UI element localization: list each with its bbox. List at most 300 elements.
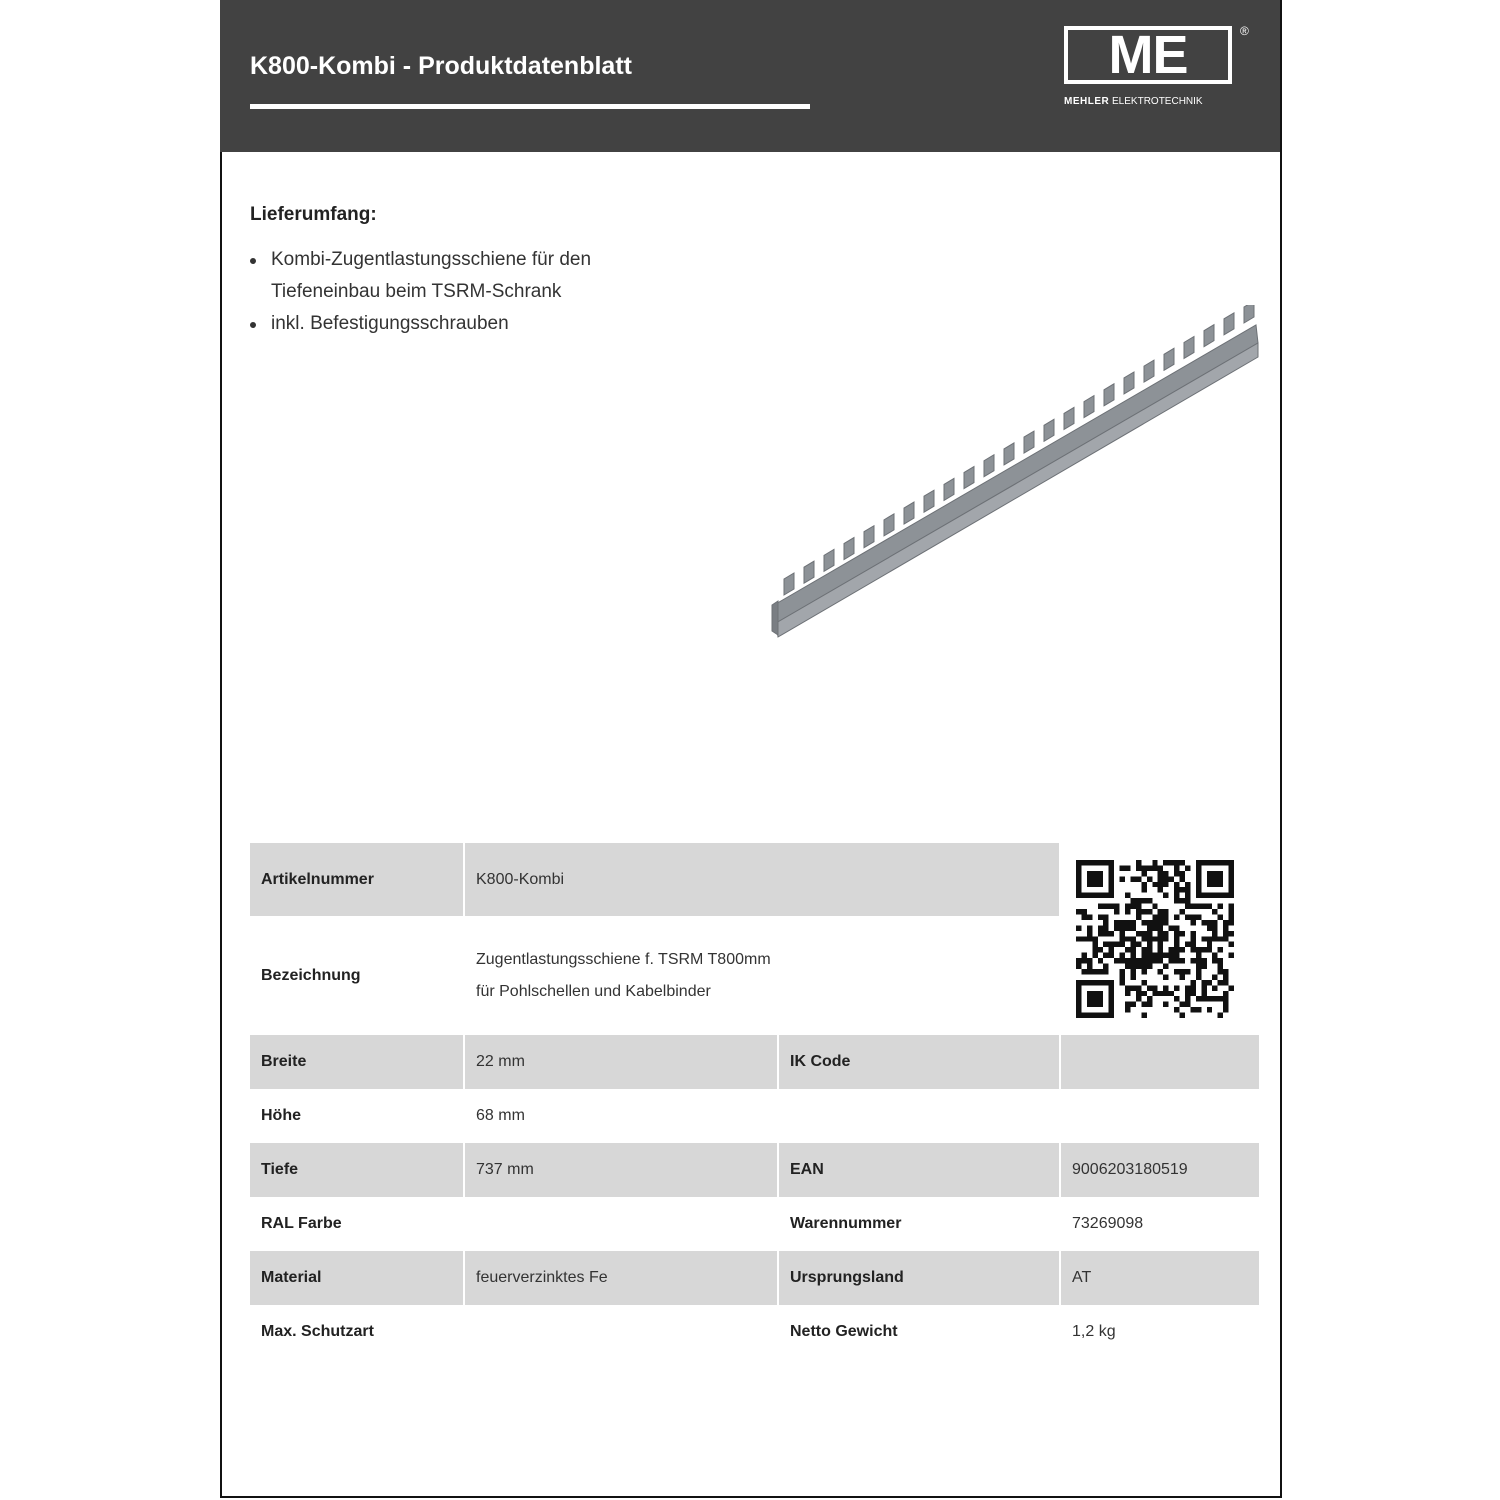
qr-module <box>1120 942 1125 947</box>
qr-module <box>1136 914 1141 919</box>
qr-module <box>1158 958 1163 963</box>
qr-module <box>1158 865 1163 870</box>
rail-tooth <box>1064 407 1074 429</box>
qr-module <box>1152 936 1157 941</box>
qr-module <box>1212 931 1217 936</box>
qr-module <box>1141 882 1146 887</box>
qr-module <box>1212 920 1217 925</box>
qr-module <box>1130 985 1135 990</box>
value-breite: 22 mm <box>464 1035 778 1089</box>
rail-tooth <box>1084 396 1094 418</box>
rail-tooth <box>1244 305 1254 323</box>
qr-module <box>1076 925 1081 930</box>
qr-module <box>1185 882 1190 887</box>
qr-module <box>1120 876 1125 881</box>
qr-module <box>1174 887 1179 892</box>
qr-module <box>1141 865 1146 870</box>
qr-module <box>1169 947 1174 952</box>
qr-module <box>1141 958 1146 963</box>
qr-module <box>1229 953 1234 958</box>
qr-module <box>1207 996 1212 1001</box>
qr-module <box>1223 1007 1228 1012</box>
qr-module <box>1152 865 1157 870</box>
value-tiefe: 737 mm <box>464 1143 778 1197</box>
qr-module <box>1152 914 1157 919</box>
qr-module <box>1185 898 1190 903</box>
value-artikelnummer: K800-Kombi <box>464 843 1060 916</box>
qr-module <box>1120 931 1125 936</box>
qr-module <box>1125 947 1130 952</box>
qr-module <box>1223 980 1228 985</box>
qr-module <box>1180 1013 1185 1018</box>
qr-module <box>1163 974 1168 979</box>
scope-list <box>250 244 691 340</box>
qr-module <box>1152 953 1157 958</box>
qr-module <box>1190 1007 1195 1012</box>
qr-module <box>1103 969 1108 974</box>
page-title: K800-Kombi - Produktdatenblatt <box>250 52 632 80</box>
qr-module <box>1174 931 1179 936</box>
qr-module <box>1125 865 1130 870</box>
qr-module <box>1114 909 1119 914</box>
qr-module <box>1163 893 1168 898</box>
qr-module <box>1201 980 1206 985</box>
qr-module <box>1169 958 1174 963</box>
qr-module <box>1180 898 1185 903</box>
qr-module <box>1125 958 1130 963</box>
qr-module <box>1120 958 1125 963</box>
rail-back-face <box>774 325 1258 623</box>
product-rail-image <box>770 305 1260 645</box>
qr-module <box>1163 985 1168 990</box>
qr-module <box>1163 936 1168 941</box>
qr-module <box>1180 887 1185 892</box>
rail-tooth <box>1044 419 1054 441</box>
qr-module <box>1125 991 1130 996</box>
qr-module <box>1098 904 1103 909</box>
empty-cell <box>1060 1089 1259 1143</box>
qr-module <box>1147 964 1152 969</box>
qr-module <box>1114 904 1119 909</box>
registered-mark: ® <box>1240 24 1249 38</box>
title-underline <box>250 104 810 109</box>
qr-module <box>1169 991 1174 996</box>
qr-module <box>1136 958 1141 963</box>
qr-module <box>1223 974 1228 979</box>
value-hoehe: 68 mm <box>464 1089 778 1143</box>
qr-module <box>1218 947 1223 952</box>
qr-module <box>1212 953 1217 958</box>
qr-module <box>1136 865 1141 870</box>
qr-module <box>1130 936 1135 941</box>
qr-module <box>1190 942 1195 947</box>
qr-module <box>1125 893 1130 898</box>
qr-module <box>1174 936 1179 941</box>
qr-module <box>1158 953 1163 958</box>
rail-tooth <box>1184 336 1194 358</box>
empty-cell <box>778 1089 1060 1143</box>
qr-module <box>1120 865 1125 870</box>
qr-module <box>1174 925 1179 930</box>
qr-module <box>1136 909 1141 914</box>
qr-module <box>1087 936 1092 941</box>
qr-module <box>1218 996 1223 1001</box>
qr-module <box>1130 964 1135 969</box>
qr-module <box>1196 953 1201 958</box>
qr-module <box>1087 991 1103 1007</box>
qr-module <box>1196 914 1201 919</box>
qr-module <box>1103 904 1108 909</box>
rail-tooth <box>804 561 814 583</box>
qr-module <box>1185 942 1190 947</box>
qr-module <box>1174 996 1179 1001</box>
qr-module <box>1141 898 1146 903</box>
qr-module <box>1223 996 1228 1001</box>
qr-module <box>1163 953 1168 958</box>
qr-module <box>1141 980 1146 985</box>
qr-module <box>1212 958 1217 963</box>
qr-module <box>1169 953 1174 958</box>
bezeichnung-line: Zugentlastungsschiene f. TSRM T800mm <box>476 950 771 968</box>
qr-module <box>1174 914 1179 919</box>
value-gewicht: 1,2 kg <box>1072 1323 1116 1340</box>
qr-module <box>1130 1002 1135 1007</box>
table-row <box>250 1305 1259 1359</box>
qr-module <box>1201 991 1206 996</box>
qr-module <box>1081 909 1086 914</box>
qr-module <box>1180 909 1185 914</box>
qr-module <box>1141 947 1146 952</box>
qr-module <box>1098 947 1103 952</box>
qr-module <box>1190 980 1195 985</box>
qr-module <box>1147 909 1152 914</box>
qr-module <box>1185 865 1190 870</box>
qr-module <box>1092 936 1097 941</box>
rail-tooth <box>824 549 834 571</box>
qr-module <box>1130 904 1135 909</box>
qr-module <box>1141 909 1146 914</box>
qr-module <box>1125 925 1130 930</box>
qr-module <box>1103 942 1108 947</box>
qr-module <box>1141 887 1146 892</box>
qr-code[interactable] <box>1076 860 1234 1018</box>
qr-module <box>1152 904 1157 909</box>
qr-module <box>1180 974 1185 979</box>
value-bezeichnung <box>464 916 1060 1035</box>
qr-module <box>1109 942 1114 947</box>
qr-module <box>1136 942 1141 947</box>
qr-module <box>1130 969 1135 974</box>
qr-module <box>1136 991 1141 996</box>
qr-module <box>1185 887 1190 892</box>
qr-module <box>1158 914 1163 919</box>
qr-module <box>1109 904 1114 909</box>
qr-module <box>1185 985 1190 990</box>
page-header <box>220 0 1280 152</box>
qr-module <box>1103 925 1108 930</box>
qr-module <box>1125 1007 1130 1012</box>
qr-module <box>1223 969 1228 974</box>
qr-module <box>1087 914 1092 919</box>
qr-module <box>1125 1002 1130 1007</box>
qr-module <box>1130 974 1135 979</box>
qr-module <box>1152 985 1157 990</box>
qr-module <box>1190 991 1195 996</box>
qr-module <box>1174 985 1179 990</box>
qr-module <box>1147 925 1152 930</box>
qr-module <box>1174 1007 1179 1012</box>
qr-module <box>1229 942 1234 947</box>
scope-item: inkl. Befestigungsschrauben <box>250 308 691 340</box>
qr-module <box>1081 969 1086 974</box>
qr-module <box>1152 882 1157 887</box>
qr-module <box>1141 964 1146 969</box>
qr-module <box>1120 969 1125 974</box>
qr-module <box>1087 871 1103 887</box>
qr-module <box>1201 936 1206 941</box>
qr-module <box>1130 876 1135 881</box>
qr-module <box>1141 991 1146 996</box>
rail-tooth <box>944 478 954 500</box>
value-schutzart <box>464 1305 778 1359</box>
qr-module <box>1196 947 1201 952</box>
qr-module <box>1174 882 1179 887</box>
table-row <box>250 1251 1259 1305</box>
qr-module <box>1081 953 1086 958</box>
qr-module <box>1218 904 1223 909</box>
qr-module <box>1223 925 1228 930</box>
bezeichnung-line: für Pohlschellen und Kabelbinder <box>476 982 711 1000</box>
label-hoehe: Höhe <box>250 1089 464 1143</box>
qr-module <box>1163 920 1168 925</box>
qr-module <box>1212 985 1217 990</box>
mehler-logo <box>1064 24 1249 110</box>
qr-module <box>1147 936 1152 941</box>
qr-module <box>1120 920 1125 925</box>
qr-module <box>1185 904 1190 909</box>
qr-module <box>1120 925 1125 930</box>
label-schutzart: Max. Schutzart <box>250 1305 464 1359</box>
qr-module <box>1174 953 1179 958</box>
rail-tooth <box>904 502 914 524</box>
table-row <box>250 1197 1259 1251</box>
value-ursprungsland: AT <box>1060 1251 1259 1305</box>
qr-module <box>1158 942 1163 947</box>
qr-module <box>1147 920 1152 925</box>
qr-module <box>1201 947 1206 952</box>
qr-module <box>1147 1002 1152 1007</box>
qr-module <box>1196 1007 1201 1012</box>
qr-module <box>1098 969 1103 974</box>
qr-module <box>1147 865 1152 870</box>
qr-module <box>1185 1002 1190 1007</box>
qr-module <box>1185 996 1190 1001</box>
qr-module <box>1229 985 1234 990</box>
rail-tooth <box>1204 325 1214 347</box>
qr-module <box>1201 904 1206 909</box>
qr-module <box>1196 958 1201 963</box>
qr-module <box>1076 964 1081 969</box>
qr-module <box>1163 871 1168 876</box>
scope-item: Kombi-Zugentlastungsschiene für den Tiefeneinbau beim TSRM-Schrank <box>250 244 691 308</box>
qr-module <box>1158 887 1163 892</box>
rail-bottom-face <box>776 343 1258 637</box>
qr-module <box>1092 969 1097 974</box>
qr-module <box>1163 964 1168 969</box>
label-gewicht: Netto Gewicht <box>778 1305 1060 1359</box>
qr-module <box>1136 931 1141 936</box>
qr-module <box>1190 985 1195 990</box>
qr-module <box>1120 953 1125 958</box>
qr-module <box>1218 914 1223 919</box>
qr-module <box>1114 925 1119 930</box>
qr-module <box>1185 914 1190 919</box>
qr-module <box>1109 931 1114 936</box>
rail-tooth <box>784 573 794 595</box>
qr-module <box>1147 947 1152 952</box>
qr-module <box>1218 980 1223 985</box>
qr-module <box>1130 947 1135 952</box>
qr-module <box>1207 925 1212 930</box>
rail-tooth <box>984 455 994 477</box>
qr-module <box>1174 893 1179 898</box>
qr-module <box>1174 942 1179 947</box>
label-artikelnummer: Artikelnummer <box>250 843 464 916</box>
qr-module <box>1103 920 1108 925</box>
qr-module <box>1081 914 1086 919</box>
qr-module <box>1147 942 1152 947</box>
qr-module <box>1212 936 1217 941</box>
qr-module <box>1180 931 1185 936</box>
qr-module <box>1180 860 1185 865</box>
qr-module <box>1125 985 1130 990</box>
qr-module <box>1141 969 1146 974</box>
qr-module <box>1196 904 1201 909</box>
qr-module <box>1169 925 1174 930</box>
rail-tooth <box>1224 313 1234 335</box>
qr-module <box>1212 996 1217 1001</box>
qr-module <box>1092 942 1097 947</box>
qr-module <box>1109 947 1114 952</box>
value-warennummer: 73269098 <box>1072 1215 1144 1232</box>
qr-module <box>1130 920 1135 925</box>
qr-module <box>1141 920 1146 925</box>
rail-tooth <box>864 526 874 548</box>
qr-module <box>1190 914 1195 919</box>
value-ral <box>464 1197 778 1251</box>
logo-brand: MEHLER <box>1064 96 1110 107</box>
qr-module <box>1147 898 1152 903</box>
qr-module <box>1125 909 1130 914</box>
qr-module <box>1125 964 1130 969</box>
qr-module <box>1190 947 1195 952</box>
qr-module <box>1218 969 1223 974</box>
label-breite: Breite <box>250 1035 464 1089</box>
qr-module <box>1174 969 1179 974</box>
qr-module <box>1201 958 1206 963</box>
qr-module <box>1163 914 1168 919</box>
rail-tooth <box>1124 372 1134 394</box>
value-material: feuerverzinktes Fe <box>464 1251 778 1305</box>
rail-tooth <box>924 490 934 512</box>
qr-module <box>1147 996 1152 1001</box>
qr-module <box>1120 980 1125 985</box>
rail-tooth <box>884 514 894 536</box>
qr-module <box>1207 936 1212 941</box>
rail-tooth <box>964 467 974 489</box>
qr-module <box>1125 904 1130 909</box>
qr-module <box>1185 991 1190 996</box>
qr-module <box>1136 904 1141 909</box>
qr-module <box>1180 969 1185 974</box>
qr-module <box>1114 920 1119 925</box>
qr-module <box>1136 876 1141 881</box>
qr-module <box>1158 991 1163 996</box>
qr-module <box>1185 969 1190 974</box>
qr-module <box>1163 991 1168 996</box>
rail-tooth <box>844 538 854 560</box>
qr-module <box>1180 871 1185 876</box>
qr-module <box>1125 920 1130 925</box>
qr-module <box>1152 920 1157 925</box>
qr-module <box>1147 985 1152 990</box>
qr-module <box>1174 871 1179 876</box>
logo-wordmark <box>1064 96 1203 107</box>
qr-module <box>1223 931 1228 936</box>
qr-module <box>1141 871 1146 876</box>
rail-illustration <box>772 305 1258 637</box>
qr-module <box>1190 958 1195 963</box>
qr-module <box>1207 871 1223 887</box>
qr-module <box>1207 920 1212 925</box>
qr-module <box>1163 860 1168 865</box>
qr-module <box>1169 860 1174 865</box>
qr-module <box>1130 898 1135 903</box>
qr-module <box>1229 914 1234 919</box>
qr-module <box>1163 882 1168 887</box>
qr-module <box>1190 904 1195 909</box>
qr-module <box>1141 953 1146 958</box>
qr-module <box>1190 936 1195 941</box>
qr-module <box>1201 996 1206 1001</box>
qr-module <box>1081 936 1086 941</box>
table-row <box>250 1143 1259 1197</box>
value-ean: 9006203180519 <box>1060 1143 1259 1197</box>
qr-module <box>1180 876 1185 881</box>
table-row <box>250 1035 1259 1089</box>
qr-module <box>1158 969 1163 974</box>
qr-module <box>1147 953 1152 958</box>
qr-module <box>1229 909 1234 914</box>
qr-module <box>1130 953 1135 958</box>
qr-module <box>1190 920 1195 925</box>
qr-module <box>1087 925 1092 930</box>
qr-module <box>1185 893 1190 898</box>
qr-module <box>1207 980 1212 985</box>
qr-module <box>1158 882 1163 887</box>
qr-module <box>1114 958 1119 963</box>
qr-module <box>1152 925 1157 930</box>
qr-module <box>1103 931 1108 936</box>
qr-module <box>1136 964 1141 969</box>
qr-module <box>1196 964 1201 969</box>
qr-module <box>1087 964 1092 969</box>
rail-tooth <box>1004 443 1014 465</box>
qr-module <box>1218 964 1223 969</box>
rail-tooth <box>1164 348 1174 370</box>
logo-suffix: ELEKTROTECHNIK <box>1112 96 1203 107</box>
qr-module <box>1218 1013 1223 1018</box>
